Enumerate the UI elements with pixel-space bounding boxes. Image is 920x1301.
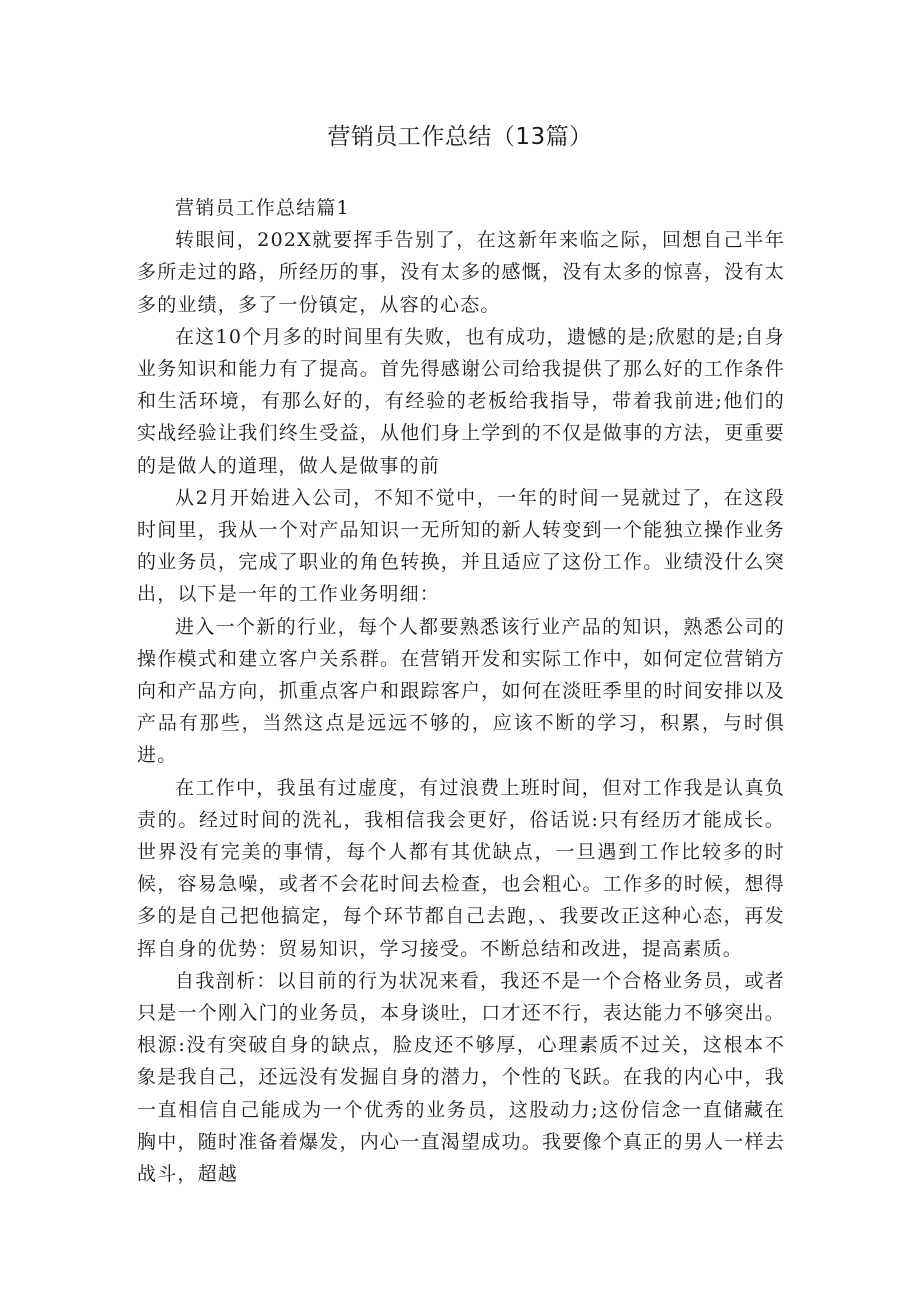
section-heading: 营销员工作总结篇1 (175, 197, 350, 219)
document-title: 营销员工作总结（13篇） (327, 124, 593, 150)
document-body (137, 192, 785, 1190)
paragraph-5: 在工作中，我虽有过虚度，有过浪费上班时间，但对工作我是认真负责的。经过时间的洗礼，我相信我会更好，俗话说:只有经历才能成长。世界没有完美的事情，每个人都有其优缺点，一旦遇到工作比较多的时候，容易急噪，或者不会花时间去检查，也会粗心。工作多的时候，想得多的是自己把他搞定，每个环节都自己去跑，、我要改正这种心态，再发挥自身的优势：贸易知识，学习接受。不断总结和改进，提高素质。 (137, 776, 785, 960)
paragraph-4: 进入一个新的行业，每个人都要熟悉该行业产品的知识，熟悉公司的操作模式和建立客户关系群。在营销开发和实际工作中，如何定位营销方向和产品方向，抓重点客户和跟踪客户，如何在淡旺季里的时间安排以及产品有那些，当然这点是远远不够的，应该不断的学习，积累，与时俱进。 (137, 615, 785, 767)
paragraph-1: 转眼间，202X就要挥手告别了，在这新年来临之际，回想自己半年多所走过的路，所经历的事，没有太多的感慨，没有太多的惊喜，没有太多的业绩，多了一份镇定，从容的心态。 (137, 229, 785, 316)
paragraph-6: 自我剖析：以目前的行为状况来看，我还不是一个合格业务员，或者只是一个刚入门的业务员，本身谈吐，口才还不行，表达能力不够突出。根源:没有突破自身的缺点，脸皮还不够厚，心理素质不过关，这根本不象是我自己，还远没有发掘自身的潜力，个性的飞跃。在我的内心中，我一直相信自己能成为一个优秀的业务员，这股动力;这份信念一直储藏在胸中，随时准备着爆发，内心一直渴望成功。我要像个真正的男人一样去战斗，超越 (137, 969, 785, 1186)
paragraph-3: 从2月开始进入公司，不知不觉中，一年的时间一晃就过了，在这段时间里，我从一个对产品知识一无所知的新人转变到一个能独立操作业务的业务员，完成了职业的角色转换，并且适应了这份工作。业绩没什么突出，以下是一年的工作业务明细： (137, 486, 785, 606)
paragraph-2: 在这10个月多的时间里有失败，也有成功，遗憾的是;欣慰的是;自身业务知识和能力有了提高。首先得感谢公司给我提供了那么好的工作条件和生活环境，有那么好的，有经验的老板给我指导，带着我前进;他们的实战经验让我们终生受益，从他们身上学到的不仅是做事的方法，更重要的是做人的道理，做人是做事的前 (137, 325, 785, 477)
